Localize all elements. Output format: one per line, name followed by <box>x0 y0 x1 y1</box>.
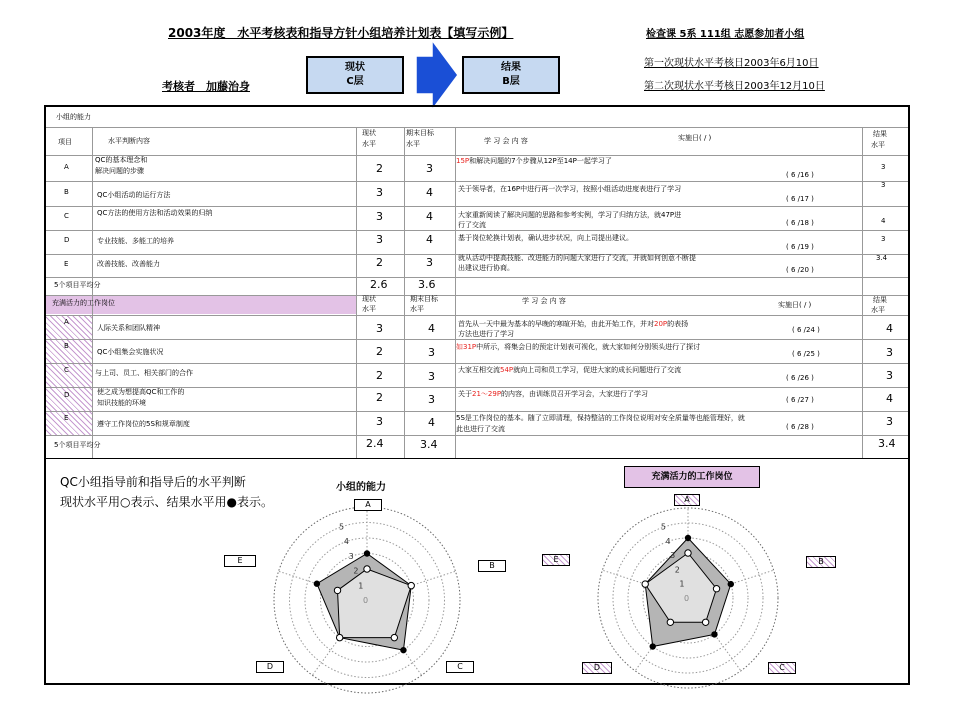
row-study-tail: 的表扬 <box>667 320 689 328</box>
row-result: 4 <box>886 392 893 405</box>
col-header-date: 实施日( / ) <box>678 134 712 142</box>
row-current: 2 <box>376 369 383 382</box>
row-study-ref: 21～29P <box>472 390 502 398</box>
radar-tick-label: 2 <box>674 565 680 575</box>
row-study-ref: 如31P <box>456 343 477 351</box>
page-title: 2003年度 水平考核表和指导方针小组培养计划表【填写示例】 <box>168 26 514 40</box>
row-current: 2 <box>376 391 383 404</box>
radar1-axis-label: A <box>354 499 382 511</box>
row-content: 遵守工作岗位的5S和规章制度 <box>97 420 190 428</box>
col-header-content: 水平判断内容 <box>108 137 150 145</box>
section1-average-target: 3.6 <box>418 278 436 291</box>
col-header-result-2: 水平 <box>871 141 885 149</box>
row-result: 3 <box>881 235 886 243</box>
row-date: ( 6 /18 ) <box>786 219 814 227</box>
row-date: ( 6 /28 ) <box>786 423 814 431</box>
col2-header-result: 结果 <box>873 296 887 304</box>
radar-tick-label: 1 <box>358 581 364 591</box>
row-content: QC的基本理念和 <box>95 156 148 164</box>
radar-point-current <box>713 586 719 592</box>
radar-tick-label: 2 <box>353 566 359 576</box>
row-result: 4 <box>881 217 886 225</box>
section1-average-label: 5个项目平均分 <box>54 281 101 289</box>
row-current: 3 <box>376 233 383 246</box>
note-line-2: 现状水平用○表示、结果水平用●表示。 <box>60 495 273 509</box>
row-study-2: 方法也进行了学习 <box>458 330 514 338</box>
radar1-axis-label: E <box>224 555 256 567</box>
row-target: 4 <box>428 322 435 335</box>
radar1-axis-label: D <box>256 661 284 673</box>
section2-average-target: 3.4 <box>420 438 438 451</box>
note-line-1: QC小组指导前和指导后的水平判断 <box>60 475 246 489</box>
row-target: 4 <box>426 210 433 223</box>
result-level-value: B层 <box>502 76 520 87</box>
col2-header-target-2: 水平 <box>410 305 424 313</box>
row-target: 4 <box>428 416 435 429</box>
first-assessment-date: 第一次现状水平考核日2003年6月10日 <box>644 58 819 69</box>
row-current: 3 <box>376 186 383 199</box>
row-target: 4 <box>426 186 433 199</box>
col2-header-current-2: 水平 <box>362 305 376 313</box>
row-id: C <box>64 212 69 220</box>
org-name: 检查课 5系 111组 志愿参加者小组 <box>646 29 805 40</box>
row-id: A <box>64 163 69 171</box>
row-result: 3 <box>886 369 893 382</box>
section2-average-label: 5个项目平均分 <box>54 441 101 449</box>
radar-point-current <box>642 581 648 587</box>
row-content: 使之成为想提高QC和工作的 <box>97 388 185 396</box>
row-content: 人际关系和团队精神 <box>97 324 160 332</box>
row-study-2: 此也进行了交流 <box>456 425 505 433</box>
radar-point-result <box>728 581 734 587</box>
row-date: ( 6 /27 ) <box>786 396 814 404</box>
row-date: ( 6 /26 ) <box>786 374 814 382</box>
row-study: 和解决问题的7个步骤从12P至14P一起学习了 <box>469 157 612 165</box>
row-id: E <box>64 260 69 268</box>
radar-tick-label: 3 <box>670 551 676 561</box>
radar-point-current <box>685 550 691 556</box>
row-result: 3 <box>886 415 893 428</box>
row-id: D <box>64 391 70 399</box>
result-level-label: 结果 <box>501 62 521 73</box>
row-date: ( 6 /17 ) <box>786 195 814 203</box>
row-study: 基于岗位轮换计划表，确认进步状况，向上司提出建议。 <box>458 234 633 242</box>
row-study-tail: 的内容，由训练员召开学习会，大家进行了学习 <box>501 390 649 398</box>
row-study: 大家互相交流 <box>458 366 500 374</box>
radar-tick-label: 1 <box>679 579 685 589</box>
radar1-title: 小组的能力 <box>336 482 386 493</box>
row-study-2: 行了交流 <box>458 221 486 229</box>
radar-tick-label: 5 <box>660 522 666 532</box>
row-result: 4 <box>886 322 893 335</box>
radar-point-result <box>711 631 717 637</box>
row-content: QC方法的使用方法和活动效果的归纳 <box>97 209 213 217</box>
current-level-value: C层 <box>346 76 364 87</box>
radar1-axis-label: C <box>446 661 474 673</box>
section2-average-current: 2.4 <box>366 437 384 450</box>
inspector-name: 考核者 加藤治身 <box>162 80 250 93</box>
row-study-ref: 54P <box>500 366 514 374</box>
section1-average-current: 2.6 <box>370 278 388 291</box>
row-study-2: 出建议进行协商。 <box>458 264 514 272</box>
row-date: ( 6 /16 ) <box>786 171 814 179</box>
row-id: D <box>64 236 70 244</box>
radar-tick-label: 0 <box>363 596 369 605</box>
row-id: B <box>64 188 69 196</box>
row-id: C <box>64 366 69 374</box>
row-content: 专业技能、多能工的培养 <box>97 237 174 245</box>
row-study: 关于领导者，在16P中进行再一次学习，按照小组活动进度表进行了学习 <box>458 185 682 193</box>
row-study-ref: 20P <box>654 320 668 328</box>
radar-tick-label: 5 <box>339 522 345 532</box>
row-study-tail: 就向上司和员工学习，促进大家的成长问题进行了交流 <box>513 366 682 374</box>
row-current: 3 <box>376 210 383 223</box>
row-target: 3 <box>428 346 435 359</box>
radar-tick-label: 4 <box>343 537 349 547</box>
row-study: 就从活动中提高技能、改进能力的问题大家进行了交流，并就如何创意不断提 <box>458 254 696 262</box>
row-content-2: 知识技能的环境 <box>97 399 146 407</box>
col-header-study: 学 习 会 内 容 <box>484 137 528 145</box>
col-header-current-2: 水平 <box>362 140 376 148</box>
col2-header-date: 实施日( / ) <box>778 301 812 309</box>
radar2-axis-label: D <box>582 662 612 674</box>
row-content: QC小组集会实施状况 <box>97 348 164 356</box>
row-content: 与上司、员工、相关部门的合作 <box>95 369 193 377</box>
radar-point-result <box>685 535 691 541</box>
row-study: 关于 <box>458 390 472 398</box>
current-level-label: 现状 <box>345 62 365 73</box>
col-header-result: 结果 <box>873 130 887 138</box>
radar-tick-label: 3 <box>348 551 354 561</box>
row-current: 2 <box>376 256 383 269</box>
second-assessment-date: 第二次现状水平考核日2003年12月10日 <box>644 81 825 92</box>
radar-point-current <box>702 619 708 625</box>
row-current: 2 <box>376 162 383 175</box>
col2-header-result-2: 水平 <box>871 306 885 314</box>
radar-tick-label: 0 <box>684 594 690 603</box>
radar2-axis-label: C <box>768 662 796 674</box>
row-date: ( 6 /24 ) <box>792 326 820 334</box>
radar-point-current <box>667 619 673 625</box>
col-header-item: 项目 <box>58 138 72 146</box>
row-current: 2 <box>376 345 383 358</box>
row-result: 3 <box>886 346 893 359</box>
row-result: 3.4 <box>876 254 888 262</box>
row-id: E <box>64 414 69 422</box>
row-study: 首先从一天中最为基本的早晚的寒暄开始，由此开始工作，并对 <box>458 320 654 328</box>
col-header-target-2: 水平 <box>406 140 420 148</box>
row-current: 3 <box>376 322 383 335</box>
row-result: 3 <box>881 181 886 189</box>
row-date: ( 6 /25 ) <box>792 350 820 358</box>
radar-point-result <box>650 643 656 649</box>
row-study-tail: 中所示，将集会日的预定计划表可视化，就大家如何分别领头进行了探讨 <box>476 343 701 351</box>
row-study: 5S是工作岗位的基本。随了立即清理，保持整洁的工作岗位说明对安全质量等也能管理好，就 <box>456 414 745 422</box>
row-target: 4 <box>426 233 433 246</box>
row-target: 3 <box>428 370 435 383</box>
row-study: 大家重新阅读了解决问题的思路和参考实例，学习了归纳方法，就47P进 <box>458 211 682 219</box>
row-content-2: 解决问题的步骤 <box>95 167 144 175</box>
radar2-axis-label: E <box>542 554 570 566</box>
row-date: ( 6 /19 ) <box>786 243 814 251</box>
row-content: 改善技能、改善能力 <box>97 260 160 268</box>
col-header-target: 期末目标 <box>406 129 434 137</box>
row-content: QC小组活动的运行方法 <box>97 191 171 199</box>
row-target: 3 <box>426 162 433 175</box>
col2-header-study: 学 习 会 内 容 <box>522 297 566 305</box>
section1-title: 小组的能力 <box>56 113 91 121</box>
radar2-axis-label: A <box>674 494 700 506</box>
row-current: 3 <box>376 415 383 428</box>
row-study-ref: 15P <box>456 157 470 165</box>
section2-average-result: 3.4 <box>878 437 896 450</box>
radar2-axis-label: B <box>806 556 836 568</box>
row-id: B <box>64 342 69 350</box>
radar-tick-label: 4 <box>665 536 671 546</box>
col2-header-target: 期末目标 <box>410 295 438 303</box>
row-target: 3 <box>428 393 435 406</box>
col2-header-current: 现状 <box>362 295 376 303</box>
col-header-current: 现状 <box>362 129 376 137</box>
radar2-title: 充满活力的工作岗位 <box>624 466 760 488</box>
radar1-axis-label: B <box>478 560 506 572</box>
row-target: 3 <box>426 256 433 269</box>
row-date: ( 6 /20 ) <box>786 266 814 274</box>
row-id: A <box>64 318 69 326</box>
row-result: 3 <box>881 163 886 171</box>
section2-title: 充满活力的工作岗位 <box>52 299 115 307</box>
